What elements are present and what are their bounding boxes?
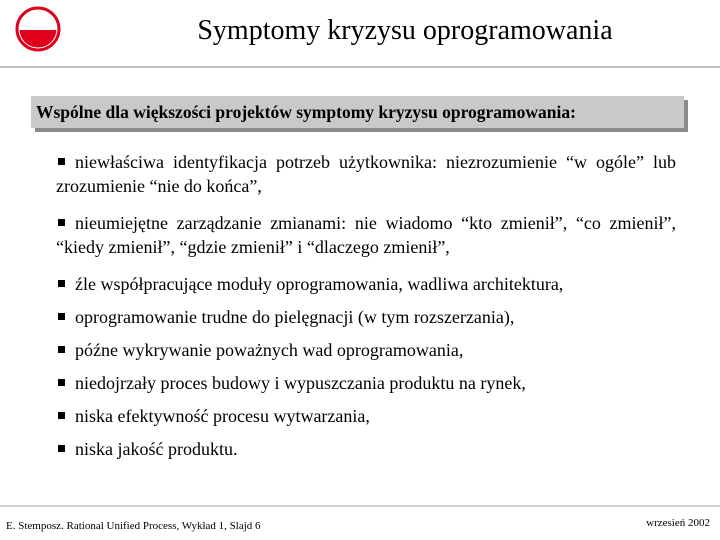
bullet-icon [58, 412, 65, 419]
bullet-icon [58, 219, 65, 226]
list-item-text: niedojrzały proces budowy i wypuszczania produktu na rynek, [75, 373, 526, 393]
list-item-text: nieumiejętne zarządzanie zmianami: nie wiadomo “kto zmienił”, “co zmienił”, “kiedy zmienił”, “gdzie zmienił” i “dlaczego zmienił”, [56, 213, 676, 257]
list-item-text: późne wykrywanie poważnych wad oprogramowania, [75, 340, 464, 360]
bullet-icon [58, 379, 65, 386]
bullet-list [56, 150, 676, 461]
list-item [56, 371, 676, 395]
list-item [56, 404, 676, 428]
list-item-text: niska jakość produktu. [75, 439, 238, 459]
footer-credit: E. Stemposz. Rational Unified Process, Wykład 1, Slajd 6 [6, 520, 261, 532]
list-item-text: niska efektywność procesu wytwarzania, [75, 406, 370, 426]
list-item-text: oprogramowanie trudne do pielęgnacji (w tym rozszerzania), [75, 307, 515, 327]
list-item-text: niewłaściwa identyfikacja potrzeb użytkownika: niezrozumienie “w ogóle” lub zrozumienie “nie do końca”, [56, 152, 676, 196]
slide-title: Symptomy kryzysu oprogramowania [197, 15, 613, 46]
bullet-icon [58, 346, 65, 353]
bullet-icon [58, 313, 65, 320]
list-item [56, 338, 676, 362]
bullet-icon [58, 158, 65, 165]
title-divider [0, 66, 720, 68]
university-logo [15, 6, 61, 52]
list-item [56, 272, 676, 296]
subtitle: Wspólne dla większości projektów symptomy kryzysu oprogramowania: [36, 102, 576, 122]
footer-date: wrzesień 2002 [646, 517, 710, 529]
list-item [56, 150, 676, 198]
list-item [56, 437, 676, 461]
bullet-icon [58, 280, 65, 287]
bullet-icon [58, 445, 65, 452]
list-item [56, 305, 676, 329]
footer-divider [0, 505, 720, 507]
list-item-text: źle współpracujące moduły oprogramowania, wadliwa architektura, [75, 274, 564, 294]
list-item [56, 211, 676, 259]
